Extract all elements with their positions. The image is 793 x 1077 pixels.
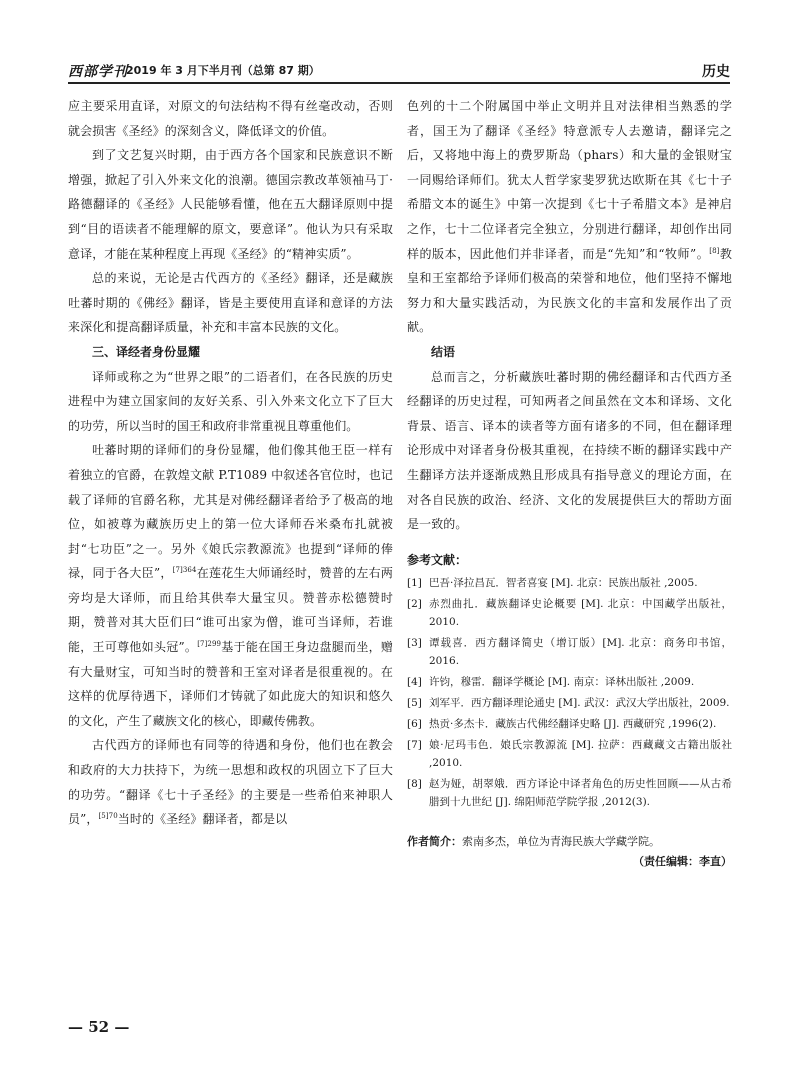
paragraph-text: 在莲花生大师诵经时，赞普的左右两旁均是大译师，而且给其供奉大量宝贝。赞普赤松德赞时期，赞普对其大臣们曰“谁可出家为僧，谁可当译师，若谁能，王可尊他如头冠”。 <box>68 566 393 655</box>
journal-logo: 西部学刊 <box>68 64 128 80</box>
paragraph-text: 色列的十二个附属国中举止文明并且对法律相当熟悉的学者，国王为了翻译《圣经》特意派专人去邀请，翻译完之后，又将地中海上的费罗斯岛（phars）和大量的金银财宝一同赐给译师们。犹太人哲学家斐罗犹达欧斯在其《七十子希腊文本的诞生》中第一次提到《七十子希腊文本》是神启之作，七十二位译者完全独立，分别进行翻译，却创作出同样的版本，因此他们并非译者，而是“先知”和“牧师”。 <box>407 99 732 261</box>
reference-item <box>407 694 732 712</box>
reference-number: [6] <box>407 717 422 730</box>
reference-number: [8] <box>407 777 422 790</box>
section-heading: 三、译经者身份显耀 <box>92 344 201 359</box>
left-column <box>68 94 393 832</box>
paragraph <box>68 733 393 831</box>
paragraph: 到了文艺复兴时期，由于西方各个国家和民族意识不断增强，掀起了引入外来文化的浪潮。德国宗教改革领袖马丁·路德翻译的《圣经》人民能够看懂，他在五大翻译原则中提到“目的语读者不能理解的原文，要意译”。他认为只有采取意译，才能在某种程度上再现《圣经》的“精神实质”。 <box>68 148 393 261</box>
citation-marker: [8] <box>709 246 720 255</box>
paragraph-text: 基于能在国王身边盘腿而坐，赠有大量财宝，可知当时的赞普和王室对译者是很重视的。在这样的优厚待遇下，译师们才铸就了如此庞大的知识和悠久的文化，产生了藏族文化的核心，即藏传佛教。 <box>68 640 393 728</box>
paragraph-text: 当时的《圣经》翻译者，都是以 <box>117 812 288 827</box>
reference-number: [7] <box>407 738 422 751</box>
page-number: — 52 — <box>68 1018 130 1036</box>
reference-item <box>407 574 732 592</box>
reference-item <box>407 736 732 772</box>
paragraph-text: 吐蕃时期的译师们的身份显耀，他们像其他王臣一样有着独立的官爵，在敦煌文献 P.T1089 中叙述各官位时，也记载了译师的官爵名称，尤其是对佛经翻译者给予了极高的地位，如被尊为藏族历史上的第一位大译师吞米桑布扎就被封“七功臣”之一。另外《娘氏宗教源流》也提到“译师的俸禄，同于各大臣”， <box>68 443 393 581</box>
paragraph-text: 教皇和王室都给予译师们极高的荣誉和地位，他们坚持不懈地努力和大量实践活动，为民族文化的丰富和发展作出了贡献。 <box>407 246 732 335</box>
conclusion-heading: 结语 <box>431 344 456 359</box>
editor-note: （责任编辑：李直） <box>633 854 732 868</box>
paragraph <box>68 438 393 733</box>
reference-number: [3] <box>407 636 422 649</box>
citation-marker: [7]364 <box>172 566 197 575</box>
reference-text: 谭载喜．西方翻译简史（增订版）[M]. 北京：商务印书馆，2016. <box>429 636 732 667</box>
references-title: 参考文献： <box>407 552 468 567</box>
reference-item <box>407 634 732 670</box>
paragraph: 译师或称之为“世界之眼”的二语者们，在各民族的历史进程中为建立国家间的友好关系、引入外来文化立下了巨大的功劳，所以当时的国王和政府非常重视且尊重他们。 <box>68 369 393 433</box>
author-text: 索南多杰，单位为青海民族大学藏学院。 <box>462 834 660 848</box>
paragraph-text: 古代西方的译师也有同等的待遇和身份，他们也在教会和政府的大力扶持下，为统一思想和政权的巩固立下了巨大的功劳。“翻译《七十子圣经》的主要是一些希伯来神职人员”， <box>68 738 393 827</box>
page-header <box>68 60 730 84</box>
reference-number: [1] <box>407 576 422 589</box>
citation-marker: [5]70 <box>98 812 118 821</box>
right-column <box>407 94 732 869</box>
citation-marker: [7]299 <box>197 640 222 649</box>
reference-text: 刘军平．西方翻译理论通史 [M]. 武汉：武汉大学出版社，2009. <box>429 696 730 709</box>
reference-item <box>407 715 732 733</box>
reference-text: 娘·尼玛韦色．娘氏宗教源流 [M]. 拉萨：西藏藏文古籍出版社 ,2010. <box>429 738 732 769</box>
reference-number: [5] <box>407 696 422 709</box>
reference-number: [4] <box>407 675 422 688</box>
paragraph: 应主要采用直译，对原文的句法结构不得有丝毫改动，否则就会损害《圣经》的深刻含义，降低译文的价值。 <box>68 99 393 138</box>
reference-text: 许钧，穆雷．翻译学概论 [M]. 南京：译林出版社 ,2009. <box>429 675 695 688</box>
reference-text: 热贡·多杰卡．藏族古代佛经翻译史略 [J]. 西藏研究 ,1996(2). <box>429 717 717 730</box>
references-list <box>407 574 732 811</box>
reference-number: [2] <box>407 597 422 610</box>
reference-text: 赤烈曲扎．藏族翻译史论概要 [M]. 北京：中国藏学出版社，2010. <box>429 597 732 628</box>
reference-item <box>407 775 732 811</box>
author-bio <box>407 833 732 851</box>
paragraph: 总的来说，无论是古代西方的《圣经》翻译，还是藏族吐蕃时期的《佛经》翻译，皆是主要使用直译和意译的方法来深化和提高翻译质量，补充和丰富本民族的文化。 <box>68 271 393 335</box>
reference-text: 巴吾·泽拉昌瓦．智者喜宴 [M]. 北京：民族出版社 ,2005. <box>429 576 698 589</box>
reference-text: 赵为娅，胡翠娥．西方译论中译者角色的历史性回顾——从古希腊到十九世纪 [J]. 绵阳师范学院学报 ,2012(3). <box>429 777 732 808</box>
paragraph: 总而言之，分析藏族吐蕃时期的佛经翻译和古代西方圣经翻译的历史过程，可知两者之间虽然在文本和译场、文化背景、语言、译本的读者等方面有诸多的不同，但在翻译理论形成中对译者身份极其重视，在持续不断的翻译实践中产生翻译方法并逐渐成熟且形成具有指导意义的理论方面，在对各自民族的政治、经济、文化的发展提供巨大的帮助方面是一致的。 <box>407 369 732 532</box>
section-title: 历史 <box>702 64 730 80</box>
reference-item <box>407 673 732 691</box>
author-label: 作者简介： <box>407 834 462 848</box>
paragraph <box>407 94 732 340</box>
reference-item <box>407 595 732 631</box>
issue-info: 2019 年 3 月下半月刊（总第 87 期） <box>126 64 320 77</box>
